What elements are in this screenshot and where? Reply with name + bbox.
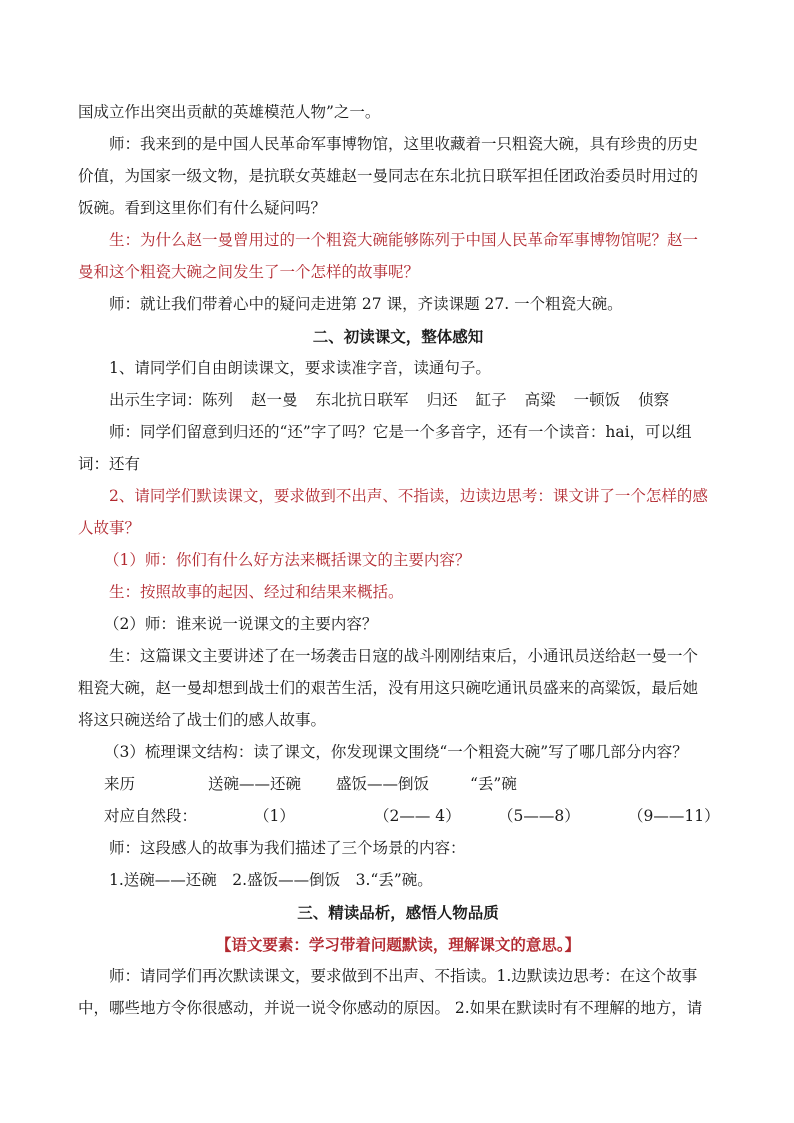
structure-range: （1）: [254, 806, 295, 825]
vocab-word: 陈列: [202, 390, 234, 409]
paragraph-line: 价值，为国家一级文物，是抗联女英雄赵一曼同志在东北抗日联军担任团政治委员时用过的: [78, 166, 699, 185]
paragraph-line-highlight: 生：按照故事的起因、经过和结果来概括。: [109, 582, 404, 601]
structure-item: “丢”碗: [470, 774, 517, 793]
paragraph-line: 1.送碗——还碗 2.盛饭——倒饭 3.“丢”碗。: [109, 870, 433, 889]
paragraph-line: （3）梳理课文结构：读了课文，你发现课文围绕“一个粗瓷大碗”写了哪几部分内容？: [104, 742, 688, 761]
vocab-word: 缸子: [475, 390, 507, 409]
paragraph-line-highlight: 2、请同学们默读课文，要求做到不出声、不指读，边读边思考：课文讲了一个怎样的感: [109, 486, 708, 505]
paragraph-line-highlight: 曼和这个粗瓷大碗之间发生了一个怎样的故事呢？: [78, 262, 420, 281]
vocab-word: 一顿饭: [573, 390, 621, 409]
paragraph-line: 将这只碗送给了战士们的感人故事。: [78, 710, 327, 729]
paragraph-line: （2）师：谁来说一说课文的主要内容？: [104, 614, 378, 633]
structure-item: 来历: [104, 774, 136, 793]
vocab-word: 东北抗日联军: [315, 390, 409, 409]
key-point-note: 【语文要素：学习带着问题默读，理解课文的意思。】: [215, 934, 581, 954]
section-heading: 三、精读品析，感悟人物品质: [297, 902, 499, 922]
structure-line: [78, 768, 718, 800]
paragraph-line-highlight: （1）师：你们有什么好方法来概括课文的主要内容？: [104, 550, 471, 569]
structure-range: （2—— 4）: [374, 806, 461, 825]
vocab-word: 归还: [426, 390, 458, 409]
structure-paragraph-line: [78, 800, 718, 832]
paragraph-line: 粗瓷大碗，赵一曼却想到战士们的艰苦生活，没有用这只碗吃通讯员盛来的高粱饭，最后她: [78, 678, 699, 697]
structure-item: 送碗——还碗: [208, 774, 302, 793]
structure-label: 对应自然段：: [104, 806, 198, 825]
paragraph-line: 生：这篇课文主要讲述了在一场袭击日寇的战斗刚刚结束后，小通讯员送给赵一曼一个: [109, 646, 699, 665]
document-page: [78, 96, 718, 1024]
section-heading: 二、初读课文，整体感知: [312, 326, 484, 346]
paragraph-line-highlight: 人故事？: [78, 518, 141, 537]
paragraph-line: 1、请同学们自由朗读课文，要求读准字音，读通句子。: [109, 358, 491, 377]
vocab-label: 出示生字词：: [109, 390, 203, 409]
paragraph-line: 饭碗。看到这里你们有什么疑问吗？: [78, 198, 327, 217]
paragraph-line: 师：这段感人的故事为我们描述了三个场景的内容：: [109, 838, 466, 857]
structure-item: 盛饭——倒饭: [336, 774, 430, 793]
vocab-word: 高粱: [524, 390, 556, 409]
paragraph-line: 师：我来到的是中国人民革命军事博物馆，这里收藏着一只粗瓷大碗，具有珍贵的历史: [109, 134, 699, 153]
paragraph-line: 师：就让我们带着心中的疑问走进第 27 课，齐读课题 27. 一个粗瓷大碗。: [109, 294, 623, 313]
vocab-line: [78, 384, 718, 416]
paragraph-line-highlight: 生：为什么赵一曼曾用过的一个粗瓷大碗能够陈列于中国人民革命军事博物馆呢？赵一: [109, 230, 699, 249]
vocab-word: 赵一曼: [251, 390, 298, 409]
paragraph-line: 国成立作出突出贡献的英雄模范人物”之一。: [78, 102, 381, 121]
paragraph-line: 师：请同学们再次默读课文，要求做到不出声、不指读。1.边默读边思考：在这个故事: [109, 966, 698, 985]
paragraph-line: 词：还有: [78, 454, 141, 473]
vocab-word: 侦察: [638, 390, 670, 409]
structure-range: （5——8）: [498, 806, 580, 825]
paragraph-line: 师：同学们留意到归还的“还”字了吗？它是一个多音字，还有一个读音：hai，可以组: [109, 422, 692, 441]
structure-range: （9——11）: [628, 806, 720, 825]
paragraph-line: 中，哪些地方令你很感动，并说一说令你感动的原因。 2.如果在默读时有不理解的地方，请: [78, 998, 703, 1017]
